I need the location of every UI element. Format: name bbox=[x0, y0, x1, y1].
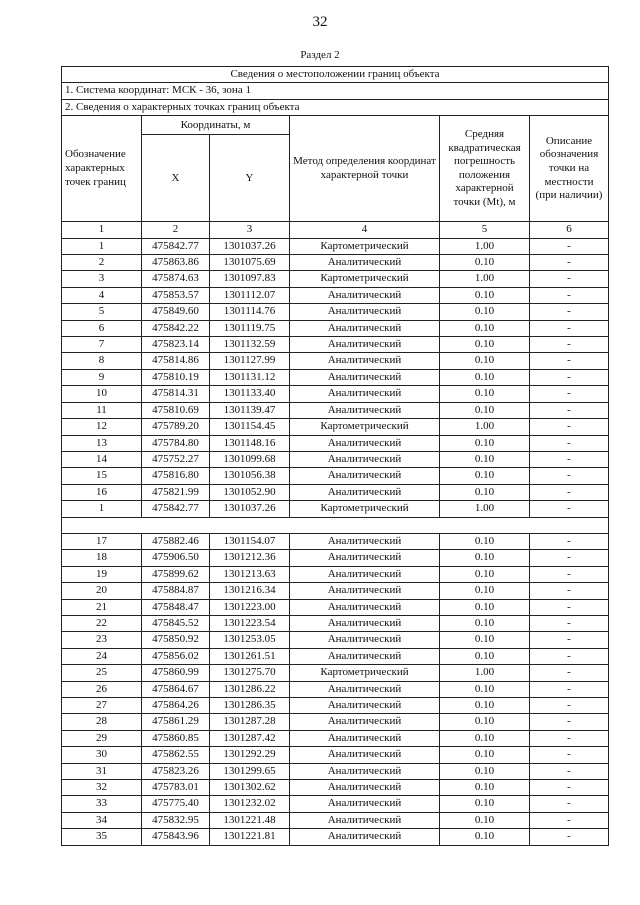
cell-method: Аналитический bbox=[290, 583, 440, 599]
cell-x: 475752.27 bbox=[142, 451, 210, 467]
table-row bbox=[62, 812, 609, 828]
cell-point: 2 bbox=[62, 255, 142, 271]
cell-point: 10 bbox=[62, 386, 142, 402]
cell-y: 1301037.26 bbox=[210, 238, 290, 254]
table-row bbox=[62, 304, 609, 320]
cell-description: - bbox=[530, 238, 609, 254]
cell-y: 1301286.35 bbox=[210, 697, 290, 713]
table-row bbox=[62, 681, 609, 697]
cell-method: Аналитический bbox=[290, 287, 440, 303]
cell-x: 475906.50 bbox=[142, 550, 210, 566]
cell-y: 1301213.63 bbox=[210, 566, 290, 582]
cell-x: 475860.99 bbox=[142, 665, 210, 681]
table-row bbox=[62, 796, 609, 812]
boundary-points-table bbox=[61, 66, 609, 846]
separator-row bbox=[62, 517, 609, 533]
cell-error: 0.10 bbox=[440, 435, 530, 451]
cell-description: - bbox=[530, 451, 609, 467]
table-row bbox=[62, 271, 609, 287]
cell-description: - bbox=[530, 697, 609, 713]
table-row bbox=[62, 435, 609, 451]
table-row bbox=[62, 255, 609, 271]
cell-error: 0.10 bbox=[440, 583, 530, 599]
cell-x: 475789.20 bbox=[142, 419, 210, 435]
cell-method: Картометрический bbox=[290, 271, 440, 287]
cell-x: 475842.22 bbox=[142, 320, 210, 336]
column-number: 2 bbox=[142, 222, 210, 238]
cell-point: 33 bbox=[62, 796, 142, 812]
cell-error: 1.00 bbox=[440, 665, 530, 681]
cell-y: 1301133.40 bbox=[210, 386, 290, 402]
cell-point: 23 bbox=[62, 632, 142, 648]
cell-x: 475848.47 bbox=[142, 599, 210, 615]
table-row bbox=[62, 451, 609, 467]
cell-method: Аналитический bbox=[290, 304, 440, 320]
cell-method: Аналитический bbox=[290, 533, 440, 549]
table-row bbox=[62, 714, 609, 730]
cell-y: 1301223.54 bbox=[210, 615, 290, 631]
cell-y: 1301287.42 bbox=[210, 730, 290, 746]
cell-description: - bbox=[530, 681, 609, 697]
cell-point: 34 bbox=[62, 812, 142, 828]
separator-cell bbox=[62, 517, 609, 533]
cell-description: - bbox=[530, 714, 609, 730]
cell-y: 1301216.34 bbox=[210, 583, 290, 599]
cell-x: 475853.57 bbox=[142, 287, 210, 303]
cell-y: 1301154.07 bbox=[210, 533, 290, 549]
cell-y: 1301037.26 bbox=[210, 501, 290, 517]
cell-method: Аналитический bbox=[290, 796, 440, 812]
cell-description: - bbox=[530, 550, 609, 566]
cell-method: Картометрический bbox=[290, 238, 440, 254]
cell-error: 1.00 bbox=[440, 419, 530, 435]
cell-description: - bbox=[530, 484, 609, 500]
coord-system-row: 1. Система координат: МСК - 36, зона 1 bbox=[62, 83, 609, 99]
cell-y: 1301212.36 bbox=[210, 550, 290, 566]
cell-point: 9 bbox=[62, 369, 142, 385]
cell-error: 0.10 bbox=[440, 566, 530, 582]
table-row bbox=[62, 369, 609, 385]
cell-x: 475874.63 bbox=[142, 271, 210, 287]
cell-method: Аналитический bbox=[290, 566, 440, 582]
cell-method: Картометрический bbox=[290, 665, 440, 681]
table-row bbox=[62, 599, 609, 615]
cell-description: - bbox=[530, 435, 609, 451]
cell-x: 475775.40 bbox=[142, 796, 210, 812]
table-row bbox=[62, 648, 609, 664]
cell-y: 1301221.81 bbox=[210, 829, 290, 845]
cell-description: - bbox=[530, 615, 609, 631]
cell-description: - bbox=[530, 419, 609, 435]
cell-point: 3 bbox=[62, 271, 142, 287]
cell-point: 6 bbox=[62, 320, 142, 336]
cell-error: 0.10 bbox=[440, 829, 530, 845]
column-numbers-row bbox=[62, 222, 609, 238]
column-number: 1 bbox=[62, 222, 142, 238]
cell-method: Аналитический bbox=[290, 353, 440, 369]
points-title-row: 2. Сведения о характерных точках границ объекта bbox=[62, 99, 609, 115]
cell-x: 475899.62 bbox=[142, 566, 210, 582]
cell-description: - bbox=[530, 255, 609, 271]
table-row bbox=[62, 501, 609, 517]
cell-point: 14 bbox=[62, 451, 142, 467]
cell-method: Аналитический bbox=[290, 697, 440, 713]
cell-x: 475862.55 bbox=[142, 747, 210, 763]
cell-description: - bbox=[530, 829, 609, 845]
cell-method: Аналитический bbox=[290, 386, 440, 402]
cell-error: 0.10 bbox=[440, 451, 530, 467]
cell-x: 475842.77 bbox=[142, 238, 210, 254]
cell-point: 1 bbox=[62, 238, 142, 254]
cell-point: 27 bbox=[62, 697, 142, 713]
cell-y: 1301099.68 bbox=[210, 451, 290, 467]
cell-error: 0.10 bbox=[440, 320, 530, 336]
cell-method: Аналитический bbox=[290, 681, 440, 697]
cell-error: 0.10 bbox=[440, 287, 530, 303]
cell-point: 15 bbox=[62, 468, 142, 484]
cell-description: - bbox=[530, 468, 609, 484]
cell-method: Аналитический bbox=[290, 402, 440, 418]
cell-x: 475864.67 bbox=[142, 681, 210, 697]
cell-x: 475849.60 bbox=[142, 304, 210, 320]
cell-x: 475810.19 bbox=[142, 369, 210, 385]
cell-x: 475784.80 bbox=[142, 435, 210, 451]
cell-method: Аналитический bbox=[290, 435, 440, 451]
cell-error: 0.10 bbox=[440, 763, 530, 779]
cell-x: 475864.26 bbox=[142, 697, 210, 713]
cell-y: 1301132.59 bbox=[210, 337, 290, 353]
cell-x: 475821.99 bbox=[142, 484, 210, 500]
cell-x: 475863.86 bbox=[142, 255, 210, 271]
cell-point: 28 bbox=[62, 714, 142, 730]
column-number: 6 bbox=[530, 222, 609, 238]
cell-x: 475816.80 bbox=[142, 468, 210, 484]
cell-description: - bbox=[530, 287, 609, 303]
cell-error: 0.10 bbox=[440, 255, 530, 271]
table-row bbox=[62, 566, 609, 582]
cell-method: Аналитический bbox=[290, 648, 440, 664]
cell-error: 0.10 bbox=[440, 681, 530, 697]
cell-point: 32 bbox=[62, 780, 142, 796]
table-row bbox=[62, 287, 609, 303]
cell-description: - bbox=[530, 648, 609, 664]
cell-x: 475783.01 bbox=[142, 780, 210, 796]
cell-method: Аналитический bbox=[290, 255, 440, 271]
cell-error: 0.10 bbox=[440, 796, 530, 812]
table-row bbox=[62, 763, 609, 779]
cell-error: 0.10 bbox=[440, 714, 530, 730]
column-number: 5 bbox=[440, 222, 530, 238]
cell-y: 1301131.12 bbox=[210, 369, 290, 385]
cell-description: - bbox=[530, 599, 609, 615]
cell-y: 1301154.45 bbox=[210, 419, 290, 435]
cell-description: - bbox=[530, 812, 609, 828]
cell-error: 0.10 bbox=[440, 304, 530, 320]
header-x: X bbox=[142, 135, 210, 222]
cell-error: 1.00 bbox=[440, 271, 530, 287]
cell-point: 31 bbox=[62, 763, 142, 779]
cell-y: 1301253.05 bbox=[210, 632, 290, 648]
cell-point: 17 bbox=[62, 533, 142, 549]
cell-point: 24 bbox=[62, 648, 142, 664]
cell-x: 475814.86 bbox=[142, 353, 210, 369]
cell-x: 475861.29 bbox=[142, 714, 210, 730]
cell-y: 1301302.62 bbox=[210, 780, 290, 796]
cell-point: 11 bbox=[62, 402, 142, 418]
cell-error: 1.00 bbox=[440, 501, 530, 517]
cell-x: 475842.77 bbox=[142, 501, 210, 517]
cell-y: 1301223.00 bbox=[210, 599, 290, 615]
cell-method: Картометрический bbox=[290, 501, 440, 517]
table-row bbox=[62, 665, 609, 681]
cell-point: 5 bbox=[62, 304, 142, 320]
cell-method: Аналитический bbox=[290, 468, 440, 484]
table-row bbox=[62, 632, 609, 648]
cell-method: Аналитический bbox=[290, 615, 440, 631]
cell-error: 0.10 bbox=[440, 550, 530, 566]
cell-x: 475882.46 bbox=[142, 533, 210, 549]
table-row bbox=[62, 550, 609, 566]
cell-y: 1301075.69 bbox=[210, 255, 290, 271]
column-number: 4 bbox=[290, 222, 440, 238]
cell-x: 475856.02 bbox=[142, 648, 210, 664]
cell-error: 0.10 bbox=[440, 812, 530, 828]
cell-description: - bbox=[530, 271, 609, 287]
cell-y: 1301287.28 bbox=[210, 714, 290, 730]
cell-description: - bbox=[530, 386, 609, 402]
cell-description: - bbox=[530, 632, 609, 648]
cell-method: Аналитический bbox=[290, 780, 440, 796]
table-caption: Сведения о местоположении границ объекта bbox=[62, 67, 609, 83]
cell-error: 0.10 bbox=[440, 468, 530, 484]
cell-point: 22 bbox=[62, 615, 142, 631]
cell-description: - bbox=[530, 780, 609, 796]
cell-x: 475860.85 bbox=[142, 730, 210, 746]
cell-method: Аналитический bbox=[290, 632, 440, 648]
cell-method: Аналитический bbox=[290, 337, 440, 353]
cell-description: - bbox=[530, 796, 609, 812]
cell-x: 475850.92 bbox=[142, 632, 210, 648]
table-row bbox=[62, 238, 609, 254]
cell-y: 1301052.90 bbox=[210, 484, 290, 500]
cell-error: 0.10 bbox=[440, 697, 530, 713]
cell-point: 35 bbox=[62, 829, 142, 845]
cell-description: - bbox=[530, 533, 609, 549]
table-row bbox=[62, 747, 609, 763]
cell-error: 0.10 bbox=[440, 615, 530, 631]
table-row bbox=[62, 402, 609, 418]
cell-method: Аналитический bbox=[290, 484, 440, 500]
cell-description: - bbox=[530, 730, 609, 746]
cell-x: 475832.95 bbox=[142, 812, 210, 828]
cell-point: 16 bbox=[62, 484, 142, 500]
cell-x: 475843.96 bbox=[142, 829, 210, 845]
cell-method: Аналитический bbox=[290, 714, 440, 730]
header-y: Y bbox=[210, 135, 290, 222]
table-row bbox=[62, 468, 609, 484]
cell-error: 0.10 bbox=[440, 484, 530, 500]
cell-y: 1301299.65 bbox=[210, 763, 290, 779]
cell-method: Картометрический bbox=[290, 419, 440, 435]
cell-error: 1.00 bbox=[440, 238, 530, 254]
cell-error: 0.10 bbox=[440, 533, 530, 549]
table-row bbox=[62, 353, 609, 369]
table-row bbox=[62, 583, 609, 599]
cell-description: - bbox=[530, 583, 609, 599]
cell-error: 0.10 bbox=[440, 599, 530, 615]
table-row bbox=[62, 484, 609, 500]
cell-y: 1301112.07 bbox=[210, 287, 290, 303]
cell-description: - bbox=[530, 369, 609, 385]
cell-description: - bbox=[530, 665, 609, 681]
cell-method: Аналитический bbox=[290, 451, 440, 467]
cell-y: 1301221.48 bbox=[210, 812, 290, 828]
cell-point: 1 bbox=[62, 501, 142, 517]
cell-error: 0.10 bbox=[440, 648, 530, 664]
cell-point: 26 bbox=[62, 681, 142, 697]
table-row bbox=[62, 419, 609, 435]
header-coords: Координаты, м bbox=[142, 116, 290, 135]
cell-error: 0.10 bbox=[440, 337, 530, 353]
cell-x: 475823.14 bbox=[142, 337, 210, 353]
cell-description: - bbox=[530, 353, 609, 369]
section-title: Раздел 2 bbox=[300, 49, 340, 61]
cell-method: Аналитический bbox=[290, 829, 440, 845]
cell-point: 13 bbox=[62, 435, 142, 451]
cell-y: 1301148.16 bbox=[210, 435, 290, 451]
cell-error: 0.10 bbox=[440, 780, 530, 796]
cell-description: - bbox=[530, 304, 609, 320]
cell-y: 1301139.47 bbox=[210, 402, 290, 418]
cell-point: 20 bbox=[62, 583, 142, 599]
table-row bbox=[62, 533, 609, 549]
cell-method: Аналитический bbox=[290, 369, 440, 385]
cell-x: 475823.26 bbox=[142, 763, 210, 779]
cell-y: 1301275.70 bbox=[210, 665, 290, 681]
cell-error: 0.10 bbox=[440, 632, 530, 648]
table-row bbox=[62, 730, 609, 746]
column-number: 3 bbox=[210, 222, 290, 238]
cell-method: Аналитический bbox=[290, 730, 440, 746]
cell-error: 0.10 bbox=[440, 386, 530, 402]
cell-error: 0.10 bbox=[440, 747, 530, 763]
cell-description: - bbox=[530, 337, 609, 353]
cell-point: 4 bbox=[62, 287, 142, 303]
cell-point: 30 bbox=[62, 747, 142, 763]
cell-point: 19 bbox=[62, 566, 142, 582]
cell-method: Аналитический bbox=[290, 320, 440, 336]
cell-point: 21 bbox=[62, 599, 142, 615]
cell-description: - bbox=[530, 747, 609, 763]
cell-y: 1301232.02 bbox=[210, 796, 290, 812]
cell-point: 12 bbox=[62, 419, 142, 435]
cell-description: - bbox=[530, 320, 609, 336]
cell-description: - bbox=[530, 402, 609, 418]
page-number: 32 bbox=[312, 14, 328, 30]
cell-x: 475814.31 bbox=[142, 386, 210, 402]
table-row bbox=[62, 320, 609, 336]
cell-error: 0.10 bbox=[440, 402, 530, 418]
cell-y: 1301119.75 bbox=[210, 320, 290, 336]
cell-error: 0.10 bbox=[440, 369, 530, 385]
cell-error: 0.10 bbox=[440, 730, 530, 746]
cell-point: 18 bbox=[62, 550, 142, 566]
cell-description: - bbox=[530, 566, 609, 582]
cell-description: - bbox=[530, 501, 609, 517]
cell-y: 1301261.51 bbox=[210, 648, 290, 664]
cell-x: 475810.69 bbox=[142, 402, 210, 418]
cell-method: Аналитический bbox=[290, 599, 440, 615]
cell-error: 0.10 bbox=[440, 353, 530, 369]
table-row bbox=[62, 615, 609, 631]
cell-x: 475884.87 bbox=[142, 583, 210, 599]
header-description: Описание обозначения точки на местности (при наличии) bbox=[530, 116, 609, 222]
table-row bbox=[62, 337, 609, 353]
cell-point: 25 bbox=[62, 665, 142, 681]
cell-y: 1301286.22 bbox=[210, 681, 290, 697]
cell-y: 1301127.99 bbox=[210, 353, 290, 369]
cell-method: Аналитический bbox=[290, 812, 440, 828]
table-row bbox=[62, 829, 609, 845]
header-error: Средняя квадратическая погрешность положения характерной точки (Mt), м bbox=[440, 116, 530, 222]
cell-description: - bbox=[530, 763, 609, 779]
cell-y: 1301056.38 bbox=[210, 468, 290, 484]
table-row bbox=[62, 697, 609, 713]
cell-method: Аналитический bbox=[290, 747, 440, 763]
table-body bbox=[62, 67, 609, 846]
cell-y: 1301292.29 bbox=[210, 747, 290, 763]
cell-point: 8 bbox=[62, 353, 142, 369]
table-row bbox=[62, 386, 609, 402]
cell-method: Аналитический bbox=[290, 763, 440, 779]
cell-method: Аналитический bbox=[290, 550, 440, 566]
cell-y: 1301114.76 bbox=[210, 304, 290, 320]
header-method: Метод определения координат характерной точки bbox=[290, 116, 440, 222]
table-row bbox=[62, 780, 609, 796]
cell-point: 29 bbox=[62, 730, 142, 746]
cell-point: 7 bbox=[62, 337, 142, 353]
cell-x: 475845.52 bbox=[142, 615, 210, 631]
cell-y: 1301097.83 bbox=[210, 271, 290, 287]
header-designation: Обозначение характерных точек границ bbox=[62, 116, 142, 222]
